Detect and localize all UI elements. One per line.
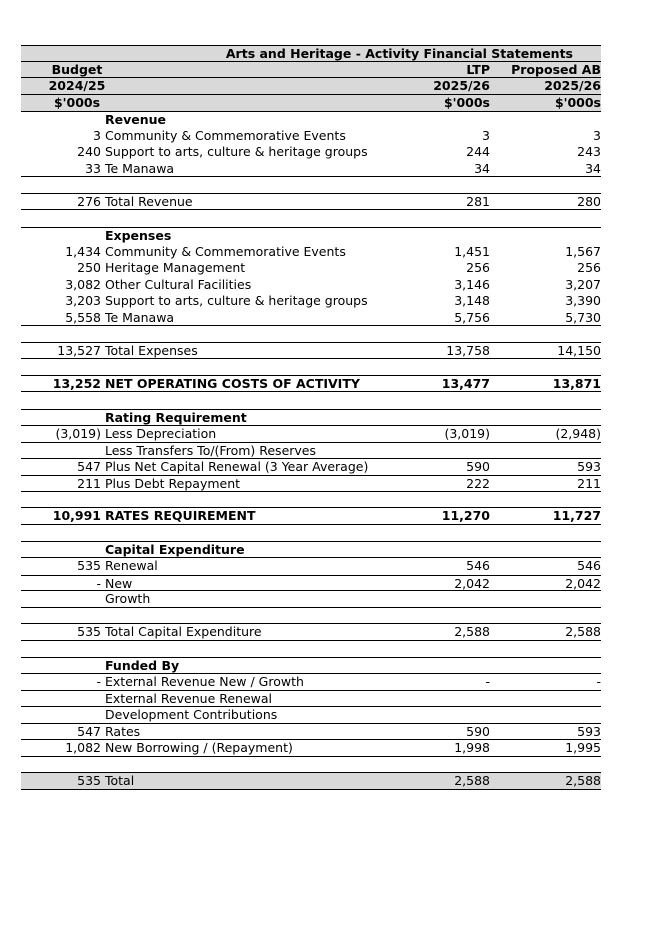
header-ltp: 2025/26 — [433, 78, 490, 94]
ltp-cell: 590 — [466, 724, 490, 740]
table-row — [21, 558, 601, 575]
budget-cell — [21, 542, 101, 557]
table-row — [21, 144, 601, 161]
financial-statement-table — [21, 45, 601, 790]
ltp-cell: 546 — [466, 557, 490, 573]
proposed-ab-cell — [491, 591, 601, 607]
table-row — [21, 624, 601, 641]
budget-cell: 276 — [77, 193, 101, 209]
budget-cell: 240 — [77, 144, 101, 160]
budget-cell — [21, 392, 101, 409]
proposed-ab-cell: 1,567 — [565, 243, 601, 259]
description-cell: Funded By — [105, 658, 180, 674]
description-cell: Te Manawa — [105, 160, 175, 176]
ltp-cell: 13,758 — [446, 342, 490, 358]
ltp-cell: 1,998 — [454, 739, 490, 755]
ltp-cell — [411, 707, 490, 724]
proposed-ab-cell: 280 — [577, 193, 601, 209]
ltp-cell: 3 — [482, 127, 490, 143]
budget-cell: 13,252 — [52, 375, 101, 391]
header-row — [21, 78, 601, 95]
budget-cell: 211 — [77, 476, 101, 492]
description-cell — [105, 326, 415, 342]
ltp-cell — [411, 359, 490, 375]
table-row — [21, 210, 601, 227]
description-cell: External Revenue Renewal — [105, 691, 273, 707]
proposed-ab-cell — [491, 410, 601, 425]
budget-cell: 535 — [77, 624, 101, 640]
table-row — [21, 575, 601, 592]
budget-cell — [21, 410, 101, 425]
proposed-ab-cell — [491, 177, 601, 193]
ltp-cell: - — [485, 673, 490, 689]
proposed-ab-cell: 5,730 — [565, 309, 601, 325]
proposed-ab-cell — [491, 608, 601, 624]
description-cell — [105, 210, 415, 227]
proposed-ab-cell — [491, 392, 601, 409]
ltp-cell: (3,019) — [444, 425, 490, 441]
table-row — [21, 409, 601, 426]
ltp-cell: 3,146 — [454, 276, 490, 292]
ltp-cell: 2,588 — [454, 773, 490, 789]
budget-cell: - — [96, 673, 101, 689]
table-row — [21, 161, 601, 178]
budget-cell — [21, 608, 101, 624]
budget-cell: 3 — [93, 127, 101, 143]
budget-cell — [21, 359, 101, 375]
description-cell: Total — [105, 773, 135, 789]
proposed-ab-cell — [491, 641, 601, 658]
ltp-cell: 3,148 — [454, 293, 490, 309]
header-ab: Proposed AB — [511, 61, 601, 77]
header-budget: $'000s — [53, 94, 101, 110]
budget-cell: 535 — [77, 773, 101, 789]
budget-cell — [21, 707, 101, 724]
ltp-cell — [411, 443, 490, 458]
budget-cell — [21, 177, 101, 193]
ltp-cell — [411, 112, 490, 128]
ltp-cell — [411, 492, 490, 508]
table-row — [21, 310, 601, 327]
description-cell: New Borrowing / (Repayment) — [105, 739, 293, 755]
proposed-ab-cell: 211 — [577, 476, 601, 492]
proposed-ab-cell: 256 — [577, 260, 601, 276]
table-row — [21, 227, 601, 244]
table-row — [21, 690, 601, 707]
proposed-ab-cell: 34 — [585, 160, 601, 176]
proposed-ab-cell — [491, 707, 601, 724]
description-cell: Renewal — [105, 557, 158, 573]
proposed-ab-cell — [491, 112, 601, 128]
description-cell: Total Expenses — [105, 342, 198, 358]
proposed-ab-cell: 593 — [577, 724, 601, 740]
table-row — [21, 525, 601, 542]
table-title: Arts and Heritage - Activity Financial Statements — [225, 46, 573, 61]
ltp-cell — [411, 658, 490, 673]
budget-cell — [21, 641, 101, 658]
proposed-ab-cell: 11,727 — [552, 508, 601, 524]
description-cell: RATES REQUIREMENT — [105, 508, 256, 524]
table-row — [21, 773, 601, 790]
description-cell — [105, 392, 415, 409]
budget-cell — [21, 443, 101, 458]
proposed-ab-cell: 546 — [577, 557, 601, 573]
proposed-ab-cell: 3,390 — [565, 293, 601, 309]
proposed-ab-cell: 593 — [577, 458, 601, 474]
header-ltp: $'000s — [443, 94, 490, 110]
table-row — [21, 674, 601, 691]
proposed-ab-cell — [491, 542, 601, 557]
ltp-cell — [411, 591, 490, 607]
table-row — [21, 442, 601, 459]
table-row — [21, 591, 601, 608]
proposed-ab-cell — [491, 492, 601, 508]
proposed-ab-cell: 13,871 — [552, 375, 601, 391]
description-cell — [105, 177, 415, 193]
table-row — [21, 244, 601, 261]
table-row — [21, 707, 601, 724]
proposed-ab-cell: 14,150 — [557, 342, 601, 358]
ltp-cell — [411, 392, 490, 409]
proposed-ab-cell — [491, 691, 601, 706]
header-budget: 2024/25 — [48, 78, 106, 94]
proposed-ab-cell: 1,995 — [565, 739, 601, 755]
budget-cell: (3,019) — [55, 425, 101, 441]
table-row — [21, 492, 601, 509]
budget-cell: 1,434 — [65, 243, 101, 259]
table-row — [21, 426, 601, 443]
budget-cell: 535 — [77, 557, 101, 573]
description-cell — [105, 525, 415, 542]
ltp-cell — [411, 757, 490, 773]
description-cell: Community & Commemorative Events — [105, 243, 346, 259]
budget-cell: 547 — [77, 724, 101, 740]
table-row — [21, 657, 601, 674]
proposed-ab-cell: 2,588 — [565, 624, 601, 640]
description-cell: Total Revenue — [105, 193, 193, 209]
description-cell: Less Depreciation — [105, 425, 217, 441]
description-cell — [105, 359, 415, 375]
budget-cell — [21, 210, 101, 227]
ltp-cell: 281 — [466, 193, 490, 209]
proposed-ab-cell: - — [596, 673, 601, 689]
table-row — [21, 740, 601, 757]
ltp-cell: 34 — [474, 160, 490, 176]
ltp-cell: 13,477 — [441, 375, 490, 391]
proposed-ab-cell — [491, 210, 601, 227]
description-cell: External Revenue New / Growth — [105, 673, 304, 689]
table-row — [21, 111, 601, 128]
header-ab: 2025/26 — [544, 78, 601, 94]
table-row — [21, 359, 601, 376]
table-row — [21, 177, 601, 194]
table-row — [21, 723, 601, 740]
table-row — [21, 508, 601, 525]
table-row — [21, 194, 601, 211]
budget-cell — [21, 112, 101, 128]
table-row — [21, 293, 601, 310]
ltp-cell: 5,756 — [454, 309, 490, 325]
ltp-cell: 11,270 — [441, 508, 490, 524]
description-cell: Capital Expenditure — [105, 542, 245, 558]
ltp-cell — [411, 210, 490, 227]
description-cell: NET OPERATING COSTS OF ACTIVITY — [105, 375, 360, 391]
description-cell: Revenue — [105, 112, 167, 128]
description-cell: Total Capital Expenditure — [105, 624, 262, 640]
ltp-cell — [411, 177, 490, 193]
ltp-cell — [411, 691, 490, 706]
ltp-cell — [411, 525, 490, 542]
budget-cell: 13,527 — [57, 342, 101, 358]
description-cell: New — [105, 575, 133, 591]
budget-cell: 10,991 — [52, 508, 101, 524]
table-row — [21, 343, 601, 360]
budget-cell — [21, 492, 101, 508]
ltp-cell: 244 — [466, 144, 490, 160]
ltp-cell: 2,042 — [454, 575, 490, 591]
ltp-cell — [411, 542, 490, 557]
description-cell: Heritage Management — [105, 260, 246, 276]
ltp-cell: 256 — [466, 260, 490, 276]
budget-cell: 5,558 — [65, 309, 101, 325]
description-cell: Expenses — [105, 228, 172, 244]
ltp-cell: 222 — [466, 476, 490, 492]
budget-cell: 250 — [77, 260, 101, 276]
description-cell: Other Cultural Facilities — [105, 276, 252, 292]
table-row — [21, 326, 601, 343]
description-cell: Te Manawa — [105, 309, 175, 325]
description-cell: Rating Requirement — [105, 410, 247, 426]
proposed-ab-cell: (2,948) — [555, 425, 601, 441]
table-row — [21, 277, 601, 294]
proposed-ab-cell — [491, 326, 601, 342]
budget-cell: 1,082 — [65, 739, 101, 755]
table-row — [21, 459, 601, 476]
budget-cell — [21, 591, 101, 607]
header-row — [21, 62, 601, 79]
proposed-ab-cell — [491, 443, 601, 458]
description-cell: Community & Commemorative Events — [105, 127, 346, 143]
ltp-cell: 1,451 — [454, 243, 490, 259]
table-row — [21, 608, 601, 625]
budget-cell — [21, 228, 101, 244]
budget-cell — [21, 691, 101, 706]
table-row — [21, 475, 601, 492]
budget-cell — [21, 525, 101, 542]
description-cell — [105, 492, 415, 508]
description-cell: Plus Net Capital Renewal (3 Year Average) — [105, 458, 369, 474]
proposed-ab-cell: 2,588 — [565, 773, 601, 789]
header-row — [21, 95, 601, 112]
ltp-cell: 2,588 — [454, 624, 490, 640]
table-row — [21, 541, 601, 558]
proposed-ab-cell: 3 — [593, 127, 601, 143]
budget-cell: 3,082 — [65, 276, 101, 292]
table-row — [21, 128, 601, 145]
budget-cell — [21, 326, 101, 342]
budget-cell: 547 — [77, 458, 101, 474]
proposed-ab-cell — [491, 658, 601, 673]
description-cell — [105, 641, 415, 658]
budget-cell: - — [96, 575, 101, 591]
proposed-ab-cell — [491, 359, 601, 375]
ltp-cell — [411, 641, 490, 658]
header-budget: Budget — [51, 61, 103, 77]
ltp-cell — [411, 608, 490, 624]
header-ab: $'000s — [554, 94, 601, 110]
table-row — [21, 260, 601, 277]
proposed-ab-cell — [491, 525, 601, 542]
description-cell: Support to arts, culture & heritage groups — [105, 293, 368, 309]
budget-cell — [21, 757, 101, 773]
table-row — [21, 376, 601, 393]
budget-cell: 3,203 — [65, 293, 101, 309]
description-cell — [105, 757, 415, 773]
description-cell: Support to arts, culture & heritage groups — [105, 144, 368, 160]
proposed-ab-cell: 2,042 — [565, 575, 601, 591]
header-ltp: LTP — [466, 61, 490, 77]
proposed-ab-cell — [491, 228, 601, 244]
ltp-cell — [411, 228, 490, 244]
budget-cell — [21, 658, 101, 673]
table-body — [21, 111, 601, 789]
description-cell: Plus Debt Repayment — [105, 476, 241, 492]
description-cell: Rates — [105, 724, 141, 740]
proposed-ab-cell: 3,207 — [565, 276, 601, 292]
ltp-cell: 590 — [466, 458, 490, 474]
description-cell: Development Contributions — [105, 706, 278, 722]
title-row — [21, 45, 601, 62]
description-cell: Less Transfers To/(From) Reserves — [105, 443, 317, 459]
description-cell — [105, 608, 415, 624]
proposed-ab-cell: 243 — [577, 144, 601, 160]
proposed-ab-cell — [491, 757, 601, 773]
ltp-cell — [411, 410, 490, 425]
ltp-cell — [411, 326, 490, 342]
table-row — [21, 641, 601, 658]
table-row — [21, 392, 601, 409]
table-row — [21, 757, 601, 774]
budget-cell: 33 — [85, 160, 101, 176]
description-cell: Growth — [105, 591, 151, 607]
